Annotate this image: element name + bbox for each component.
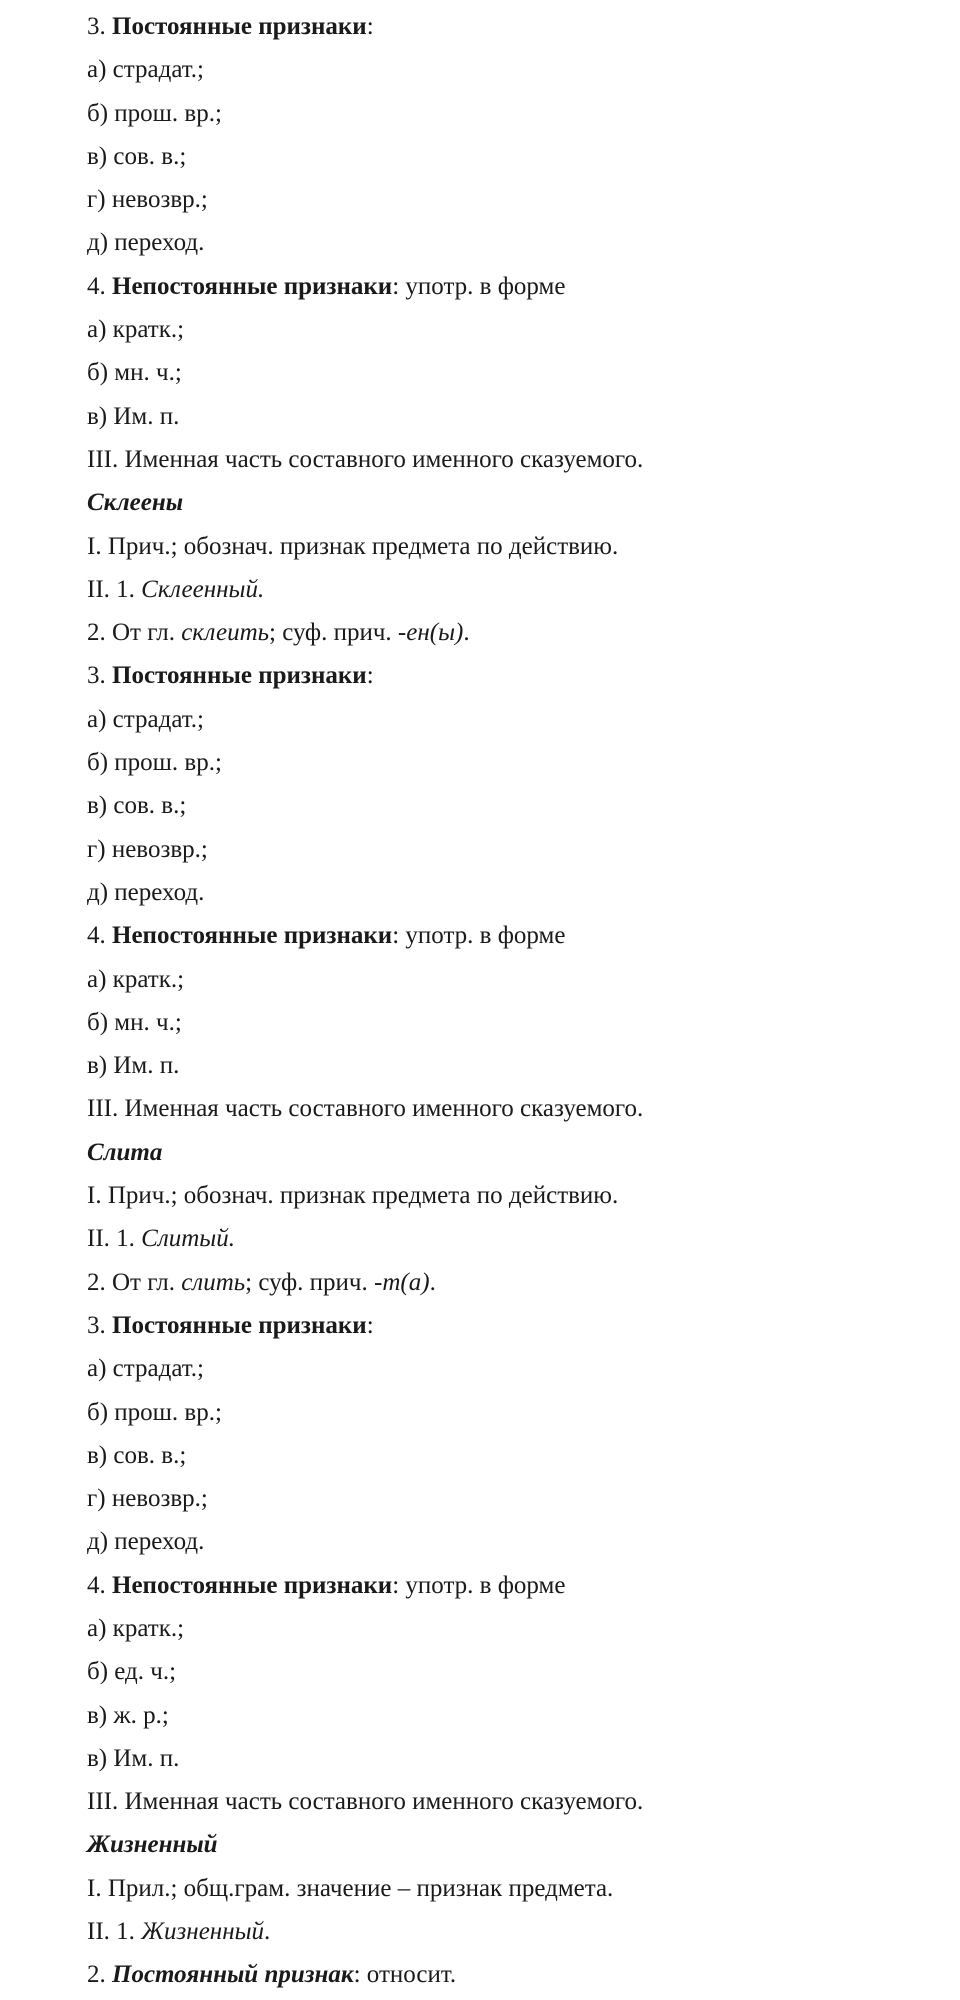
text-line — [87, 958, 960, 1001]
text-line — [87, 1564, 960, 1607]
text-run: а) кратк.; — [87, 965, 185, 993]
bold-label: Постоянные признаки — [112, 662, 367, 690]
italic-text: ен(ы) — [406, 619, 464, 647]
text-run: III. Именная часть составного именного сказуемого. — [87, 1095, 644, 1123]
text-line — [87, 308, 960, 351]
text-run: б) прош. вр.; — [87, 1398, 222, 1426]
bold-label: Постоянные признаки — [112, 1311, 367, 1339]
text-line — [87, 48, 960, 91]
text-line — [87, 92, 960, 135]
text-line — [87, 1823, 960, 1866]
text-run: а) страдат.; — [87, 705, 205, 733]
text-run: б) мн. ч.; — [87, 359, 182, 387]
text-line — [87, 1607, 960, 1650]
text-run: г) невозвр.; — [87, 186, 208, 214]
heading-word: Слита — [87, 1138, 163, 1166]
text-line — [87, 438, 960, 481]
text-line — [87, 698, 960, 741]
text-line — [87, 611, 960, 654]
italic-text: склеить — [181, 619, 270, 647]
text-run: б) ед. ч.; — [87, 1658, 177, 1686]
text-run: а) страдат.; — [87, 56, 205, 84]
text-run: а) кратк.; — [87, 1614, 185, 1642]
text-run: 2. От гл. — [87, 619, 182, 647]
bold-label: Постоянные признаки — [112, 13, 367, 40]
text-run: : — [366, 13, 374, 40]
italic-text: Жизненный — [141, 1918, 265, 1946]
heading-word: Постоянный признак — [112, 1961, 354, 1989]
italic-text: Склеенный. — [141, 575, 265, 603]
text-run: 4. — [87, 1571, 112, 1599]
text-line — [87, 871, 960, 914]
text-line — [87, 1477, 960, 1520]
text-run: 4. — [87, 922, 112, 950]
italic-text: т(а) — [382, 1268, 430, 1296]
text-run: II. 1. — [87, 1225, 142, 1253]
text-line — [87, 654, 960, 697]
text-run: г) невозвр.; — [87, 835, 208, 863]
text-run: . — [264, 1918, 271, 1946]
text-line — [87, 1694, 960, 1737]
text-run: 2. — [87, 1961, 112, 1989]
text-run: в) Им. п. — [87, 402, 180, 430]
text-run: в) ж. р.; — [87, 1701, 169, 1729]
text-run: : — [366, 1311, 374, 1339]
text-line — [87, 1953, 960, 1996]
text-line — [87, 1780, 960, 1823]
text-line — [87, 784, 960, 827]
text-run: III. Именная часть составного именного сказуемого. — [87, 445, 644, 473]
text-run: б) прош. вр.; — [87, 749, 222, 777]
text-line — [87, 1131, 960, 1174]
text-run: : употр. в форме — [392, 1571, 566, 1599]
bold-label: Непостоянные признаки — [112, 1571, 393, 1599]
text-run: II. 1. — [87, 575, 142, 603]
text-line — [87, 1520, 960, 1563]
text-run: в) сов. в.; — [87, 142, 187, 170]
text-run: а) кратк.; — [87, 316, 185, 344]
text-run: ; суф. прич. - — [269, 619, 407, 647]
text-run: в) сов. в.; — [87, 792, 187, 820]
text-line — [87, 178, 960, 221]
text-run: . — [429, 1268, 436, 1296]
italic-text: Слитый. — [141, 1225, 235, 1253]
text-line — [87, 1304, 960, 1347]
text-line — [87, 351, 960, 394]
text-line — [87, 568, 960, 611]
text-run: I. Прил.; общ.грам. значение – признак предмета. — [87, 1874, 614, 1902]
text-run: в) Им. п. — [87, 1744, 180, 1772]
text-line — [87, 1910, 960, 1953]
text-line — [87, 1001, 960, 1044]
text-line — [87, 135, 960, 178]
text-line — [87, 221, 960, 264]
text-line — [87, 395, 960, 438]
text-run: . — [463, 619, 470, 647]
text-line — [87, 1347, 960, 1390]
text-run: : относит. — [353, 1961, 457, 1989]
text-run: 4. — [87, 272, 112, 300]
text-run: ; суф. прич. - — [245, 1268, 383, 1296]
text-run: д) переход. — [87, 878, 205, 906]
bold-label: Непостоянные признаки — [112, 922, 393, 950]
text-line — [87, 1867, 960, 1910]
text-line — [87, 1650, 960, 1693]
text-line — [87, 914, 960, 957]
text-line — [87, 741, 960, 784]
text-run: I. Прич.; обознач. признак предмета по действию. — [87, 1182, 619, 1210]
text-line — [87, 5, 960, 48]
text-run: а) страдат.; — [87, 1355, 205, 1383]
italic-text: слить — [181, 1268, 246, 1296]
text-run: : употр. в форме — [392, 272, 566, 300]
text-run: д) переход. — [87, 229, 205, 257]
text-run: 3. — [87, 13, 112, 40]
heading-word: Склеены — [87, 489, 184, 517]
text-run: 3. — [87, 662, 112, 690]
text-line — [87, 1737, 960, 1780]
text-run: г) невозвр.; — [87, 1485, 208, 1513]
text-run: б) прош. вр.; — [87, 99, 222, 127]
heading-word: Жизненный — [87, 1831, 218, 1859]
text-line — [87, 1261, 960, 1304]
text-line — [87, 828, 960, 871]
text-run: д) переход. — [87, 1528, 205, 1556]
text-line — [87, 1044, 960, 1087]
text-line — [87, 1174, 960, 1217]
text-line — [87, 1217, 960, 1260]
bold-label: Непостоянные признаки — [112, 272, 393, 300]
text-run: : употр. в форме — [392, 922, 566, 950]
text-line — [87, 1087, 960, 1130]
text-run: : — [366, 662, 374, 690]
text-line — [87, 1434, 960, 1477]
text-run: 2. От гл. — [87, 1268, 182, 1296]
text-run: 3. — [87, 1311, 112, 1339]
text-run: II. 1. — [87, 1918, 142, 1946]
text-run: в) сов. в.; — [87, 1441, 187, 1469]
text-run: в) Им. п. — [87, 1052, 180, 1080]
text-line — [87, 1391, 960, 1434]
text-run: б) мн. ч.; — [87, 1008, 182, 1036]
text-line — [87, 265, 960, 308]
text-line — [87, 525, 960, 568]
text-line — [87, 481, 960, 524]
text-run: I. Прич.; обознач. признак предмета по действию. — [87, 532, 619, 560]
text-run: III. Именная часть составного именного сказуемого. — [87, 1788, 644, 1816]
